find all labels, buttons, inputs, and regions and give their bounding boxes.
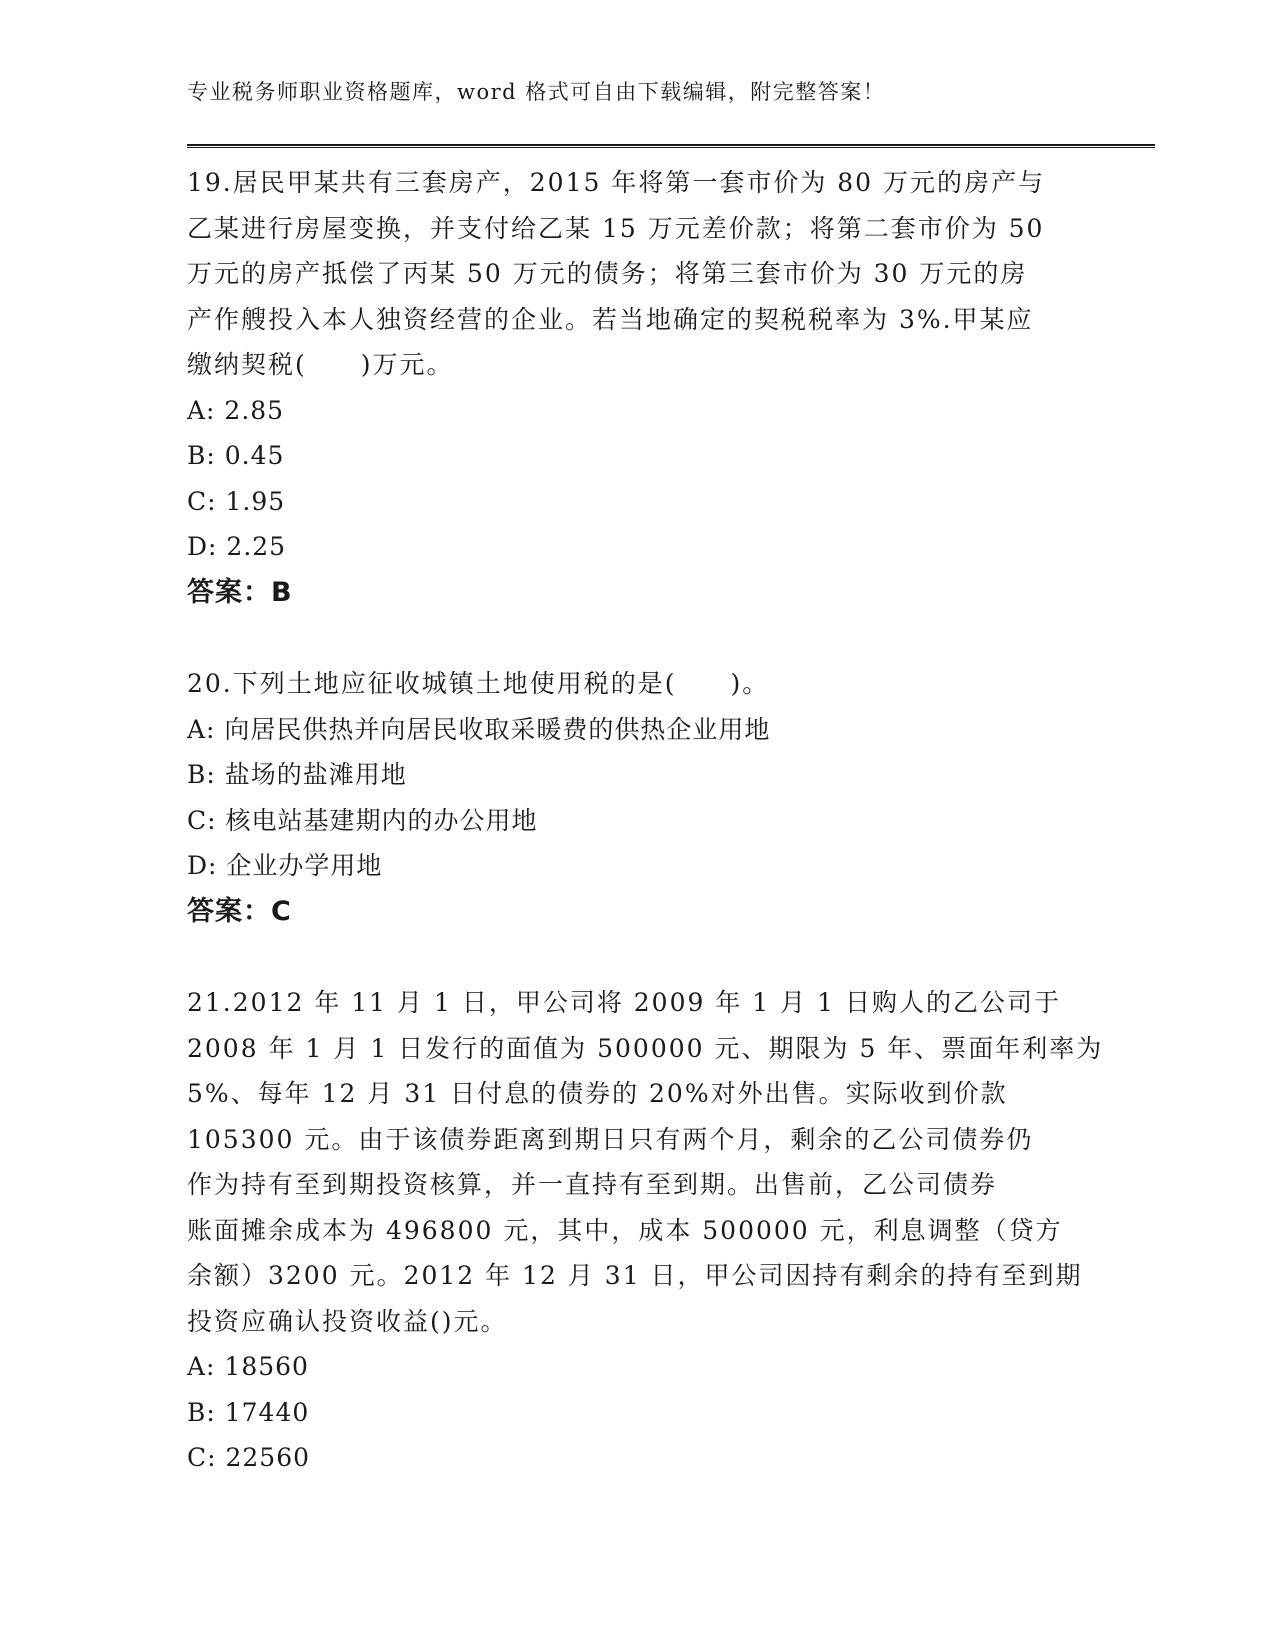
- option-a: A: 18560: [187, 1352, 309, 1381]
- stem-line: 19.居民甲某共有三套房产，2015 年将第一套市价为 80 万元的房产与: [187, 168, 1046, 197]
- page-header: 专业税务师职业资格题库，word 格式可自由下载编辑，附完整答案！: [187, 80, 886, 104]
- stem-line: 21.2012 年 11 月 1 日，甲公司将 2009 年 1 月 1 日购人的乙公司于: [187, 988, 1061, 1017]
- stem-line: 2008 年 1 月 1 日发行的面值为 500000 元、期限为 5 年、票面年利率为: [187, 1033, 1104, 1063]
- stem-line: 20.下列土地应征收城镇土地使用税的是( )。: [187, 669, 770, 698]
- option-d: D: 2.25: [187, 532, 287, 561]
- option-d: D: 企业办学用地: [187, 851, 383, 880]
- question-stem: [187, 160, 1087, 388]
- stem-line: 投资应确认投资收益()元。: [187, 1306, 508, 1336]
- option-b: B: 17440: [187, 1397, 310, 1427]
- question-20: [187, 661, 1087, 934]
- answer-label: 答案：B: [187, 576, 293, 608]
- question-21: [187, 980, 1104, 1481]
- stem-line: 账面摊余成本为 496800 元，其中，成本 500000 元，利息调整（贷方: [187, 1215, 1063, 1245]
- stem-line: 5%、每年 12 月 31 日付息的债券的 20%对外出售。实际收到价款: [187, 1079, 1008, 1108]
- option-b: B: 0.45: [187, 441, 285, 470]
- stem-line: 乙某进行房屋变换，并支付给乙某 15 万元差价款；将第二套市价为 50: [187, 213, 1045, 243]
- stem-line: 余额）3200 元。2012 年 12 月 31 日，甲公司因持有剩余的持有至到期: [187, 1261, 1083, 1290]
- question-stem: [187, 980, 1104, 1344]
- option-c: C: 22560: [187, 1443, 311, 1472]
- option-c: C: 核电站基建期内的办公用地: [187, 805, 538, 835]
- question-list: [187, 160, 1104, 1481]
- header-divider: [187, 144, 1155, 148]
- stem-line: 万元的房产抵偿了丙某 50 万元的债务；将第三套市价为 30 万元的房: [187, 259, 1028, 288]
- question-stem: [187, 661, 1087, 707]
- stem-line: 作为持有至到期投资核算，并一直持有至到期。出售前，乙公司债券: [187, 1170, 998, 1199]
- answer-label: 答案：C: [187, 895, 292, 927]
- question-19: [187, 160, 1087, 615]
- option-c: C: 1.95: [187, 486, 286, 516]
- stem-line: 105300 元。由于该债券距离到期日只有两个月，剩余的乙公司债券仍: [187, 1124, 1034, 1154]
- option-b: B: 盐场的盐滩用地: [187, 760, 407, 789]
- stem-line: 缴纳契税( )万元。: [187, 350, 454, 379]
- option-a: A: 向居民供热并向居民收取采暖费的供热企业用地: [187, 714, 771, 744]
- stem-line: 产作艘投入本人独资经营的企业。若当地确定的契税税率为 3%.甲某应: [187, 304, 1034, 334]
- option-a: A: 2.85: [187, 395, 285, 425]
